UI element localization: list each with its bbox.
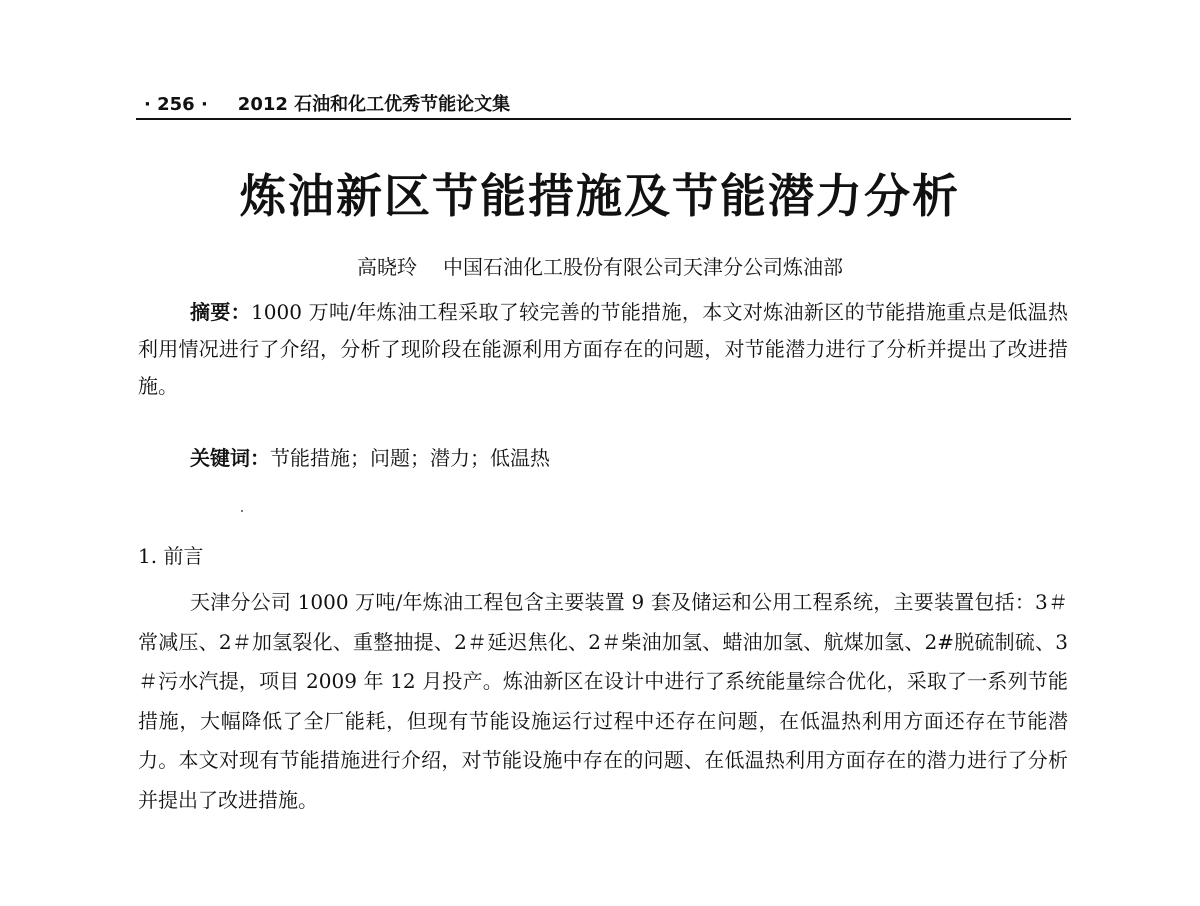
scan-speck	[241, 510, 243, 512]
keywords	[190, 440, 1068, 477]
keywords-label: 关键词：	[190, 446, 270, 470]
abstract-label: 摘要：	[190, 300, 252, 324]
author-line	[0, 251, 1200, 280]
section-heading: 1. 前言	[138, 544, 204, 568]
running-header-text	[144, 90, 510, 116]
author-affiliation: 中国石油化工股份有限公司天津分公司炼油部	[443, 255, 843, 279]
paper-title: 炼油新区节能措施及节能潜力分析	[240, 169, 960, 223]
journal-title: 2012 石油和化工优秀节能论文集	[237, 94, 511, 115]
abstract	[138, 294, 1068, 405]
page-number: · 256 ·	[144, 94, 208, 115]
running-header	[136, 88, 1071, 120]
intro-paragraph: 天津分公司 1000 万吨/年炼油工程包含主要装置 9 套及储运和公用工程系统，主要装置包括：3＃常减压、2＃加氢裂化、重整抽提、2＃延迟焦化、2＃柴油加氢、蜡油加氢、航煤加氢、2#脱硫制硫、3＃污水汽提，项目 2009 年 12 月投产。炼油新区在设计中进行了系统能量综合优化，采取了一系列节能措施，大幅降低了全厂能耗，但现有节能设施运行过程中还存在问题，在低温热利用方面还存在节能潜力。本文对现有节能措施进行介绍，对节能设施中存在的问题、在低温热利用方面存在的潜力进行了分析并提出了改进措施。	[138, 590, 1068, 812]
abstract-text: 1000 万吨/年炼油工程采取了较完善的节能措施，本文对炼油新区的节能措施重点是低温热利用情况进行了介绍，分析了现阶段在能源利用方面存在的问题，对节能潜力进行了分析并提出了改进措施。	[138, 300, 1069, 398]
author-name: 高晓玲	[357, 255, 417, 279]
keywords-text: 节能措施；问题；潜力；低温热	[270, 446, 550, 470]
